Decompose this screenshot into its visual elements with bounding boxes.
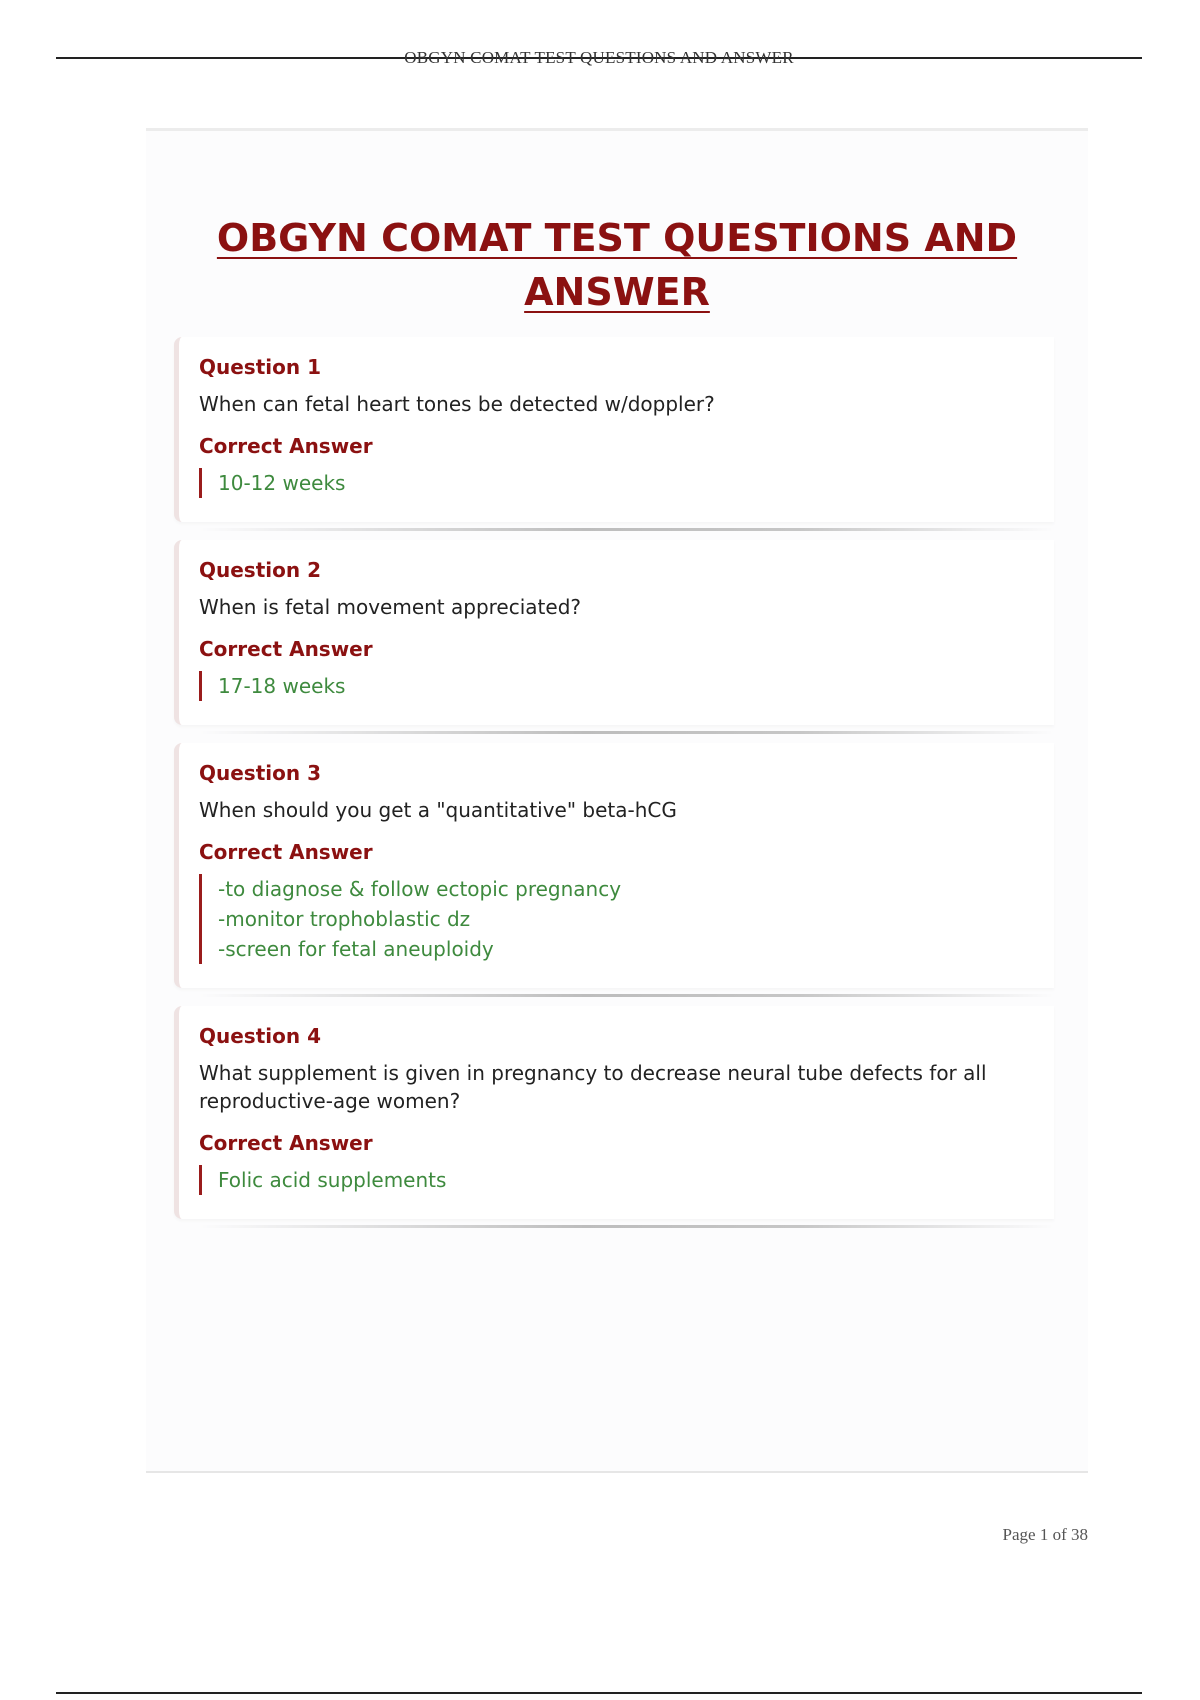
answer-block [199, 874, 1030, 964]
answer-block [199, 1165, 1030, 1195]
document-page [146, 128, 1088, 1473]
question-list [174, 337, 1054, 1237]
answer-block [199, 468, 1030, 498]
document-title: OBGYN COMAT TEST QUESTIONS AND ANSWER [216, 216, 1018, 314]
answer-line: -monitor trophoblastic dz [218, 907, 471, 931]
question-text: When is fetal movement appreciated? [199, 595, 582, 619]
page-number: Page 1 of 38 [1002, 1525, 1088, 1544]
question-card-2 [174, 540, 1054, 725]
question-card-3 [174, 743, 1054, 988]
question-card-4 [174, 1006, 1054, 1219]
question-text: When should you get a "quantitative" beta-hCG [199, 798, 677, 822]
answer-line: Folic acid supplements [218, 1168, 447, 1192]
question-label: Question 2 [199, 558, 321, 582]
running-header [56, 44, 1142, 70]
question-text: When can fetal heart tones be detected w/doppler? [199, 392, 715, 416]
correct-answer-label: Correct Answer [199, 637, 373, 661]
correct-answer-label: Correct Answer [199, 434, 373, 458]
answer-line: 10-12 weeks [218, 471, 346, 495]
question-label: Question 3 [199, 761, 321, 785]
question-text: What supplement is given in pregnancy to decrease neural tube defects for all reproductive-age women? [199, 1061, 987, 1113]
question-card-1 [174, 337, 1054, 522]
answer-line: -screen for fetal aneuploidy [218, 937, 494, 961]
footer-rule [56, 1692, 1142, 1694]
question-label: Question 4 [199, 1024, 321, 1048]
answer-block [199, 671, 1030, 701]
correct-answer-label: Correct Answer [199, 840, 373, 864]
running-header-title: OBGYN COMAT TEST QUESTIONS AND ANSWER [404, 48, 794, 67]
answer-line: 17-18 weeks [218, 674, 346, 698]
answer-line: -to diagnose & follow ectopic pregnancy [218, 877, 622, 901]
question-label: Question 1 [199, 355, 321, 379]
correct-answer-label: Correct Answer [199, 1131, 373, 1155]
